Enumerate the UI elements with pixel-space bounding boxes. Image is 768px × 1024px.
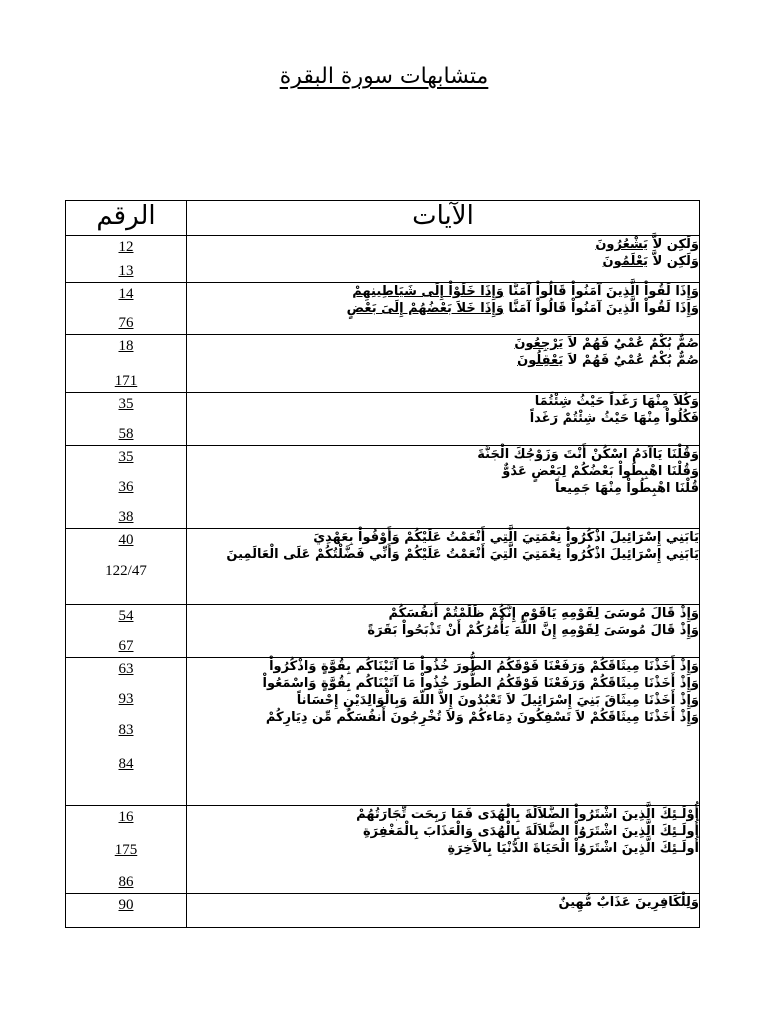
verse-line (187, 236, 699, 253)
verse-number: 58 (118, 426, 134, 442)
verse-numbers-cell (66, 806, 187, 894)
table-row (66, 605, 700, 658)
table-row (66, 806, 700, 894)
verse-number: 76 (118, 315, 134, 331)
verse-text: وَإِذَا لَقُواْ الَّذِينَ آمَنُواْ قَالُواْ آمَنَّا (503, 284, 699, 299)
table-row (66, 894, 700, 928)
table-row (66, 529, 700, 605)
verses-cell (187, 393, 700, 446)
verse-text: وَإِذْ أَخَذْنَا مِيثَاقَ بَنِيَ إِسْرَائِيلَ لاَ تَعْبُدُونَ إِلاَّ اللّهَ وَبِالْوَالِدَيْنِ إِحْسَاناً (296, 693, 699, 708)
verse-text: يَابَنِي إِسْرَائِيلَ اذْكُرُواْ نِعْمَتِيَ الَّتِي أَنْعَمْتُ عَلَيْكُمْ وَأَوْفُواْ بِعَهْدِيَ (313, 530, 699, 545)
verse-number: 40 (118, 532, 134, 548)
verse-difference-text: يَرْجِعُونَ (514, 336, 564, 351)
verse-line (187, 410, 699, 427)
verse-text: صُمٌّ بُكْمٌ عُمْيٌ فَهُمْ لاَ (563, 336, 699, 351)
table-body (66, 236, 700, 928)
verse-difference-text: وَإِذَا خَلَوْاْ إِلَى شَيَاطِينِهِمْ (352, 284, 504, 299)
verse-line (187, 709, 699, 726)
verse-number: 54 (118, 608, 134, 624)
verse-numbers-cell (66, 446, 187, 529)
verse-number: 122/47 (105, 563, 147, 579)
numbers-header: الرقم (66, 201, 187, 236)
table-row (66, 658, 700, 806)
verse-line (187, 463, 699, 480)
verse-number: 36 (118, 479, 134, 495)
verses-cell (187, 236, 700, 283)
verse-line (187, 658, 699, 675)
table-row (66, 393, 700, 446)
verse-number: 12 (118, 239, 134, 255)
verse-numbers-cell (66, 335, 187, 393)
verse-line (187, 529, 699, 546)
verse-number: 175 (114, 842, 138, 858)
verse-line (187, 335, 699, 352)
table-row (66, 283, 700, 335)
verses-cell (187, 806, 700, 894)
verse-difference-text: يَعْلَمُونَ (602, 254, 649, 269)
verse-line (187, 622, 699, 639)
verse-number: 93 (118, 691, 134, 707)
verse-number: 83 (118, 722, 134, 738)
header-row (66, 201, 700, 236)
verse-line (187, 605, 699, 622)
verse-line (187, 823, 699, 840)
verse-numbers-cell (66, 236, 187, 283)
verse-line (187, 840, 699, 857)
verse-difference-text: وَإِذَا خَلاَ بَعْضُهُمْ إِلَىَ بَعْضٍ (346, 301, 504, 316)
verse-numbers-cell (66, 658, 187, 806)
verse-numbers-cell (66, 605, 187, 658)
verse-line (187, 300, 699, 317)
verse-text: أُوْلَـئِكَ الَّذِينَ اشْتَرُواْ الضَّلاَلَةَ بِالْهُدَى فَمَا رَبِحَت تِّجَارَتُهُمْ (356, 807, 699, 822)
verses-header: الآيات (187, 201, 700, 236)
verse-line (187, 393, 699, 410)
verse-text: وَكُلاَ مِنْهَا رَغَداً حَيْثُ شِئْتُمَا (534, 394, 699, 409)
verses-cell (187, 446, 700, 529)
verses-cell (187, 605, 700, 658)
table-row (66, 335, 700, 393)
verse-numbers-cell (66, 894, 187, 928)
verse-number: 14 (118, 286, 134, 302)
verse-number: 35 (118, 396, 134, 412)
verse-number: 63 (118, 661, 134, 677)
verse-number: 35 (118, 449, 134, 465)
verse-line (187, 546, 699, 563)
verse-line (187, 480, 699, 497)
verses-cell (187, 335, 700, 393)
verse-number: 86 (118, 874, 134, 890)
verse-line (187, 675, 699, 692)
verse-number: 13 (118, 263, 134, 279)
verse-line (187, 446, 699, 463)
verse-number: 67 (118, 638, 134, 654)
verses-cell (187, 658, 700, 806)
verse-text: وَإِذْ أَخَذْنَا مِيثَاقَكُمْ وَرَفَعْنَا فَوْقَكُمُ الطُّورَ خُذُواْ مَا آتَيْنَاكُم بِقُوَّةٍ وَاذْكُرُواْ (269, 659, 699, 674)
verse-number: 84 (118, 756, 134, 772)
verse-line (187, 253, 699, 270)
verse-line (187, 806, 699, 823)
verse-number: 16 (118, 809, 134, 825)
verse-text: وَلِلْكَافِرِينَ عَذَابٌ مُّهِينٌ (558, 895, 699, 910)
document-title: متشابهات سورة البقرة (279, 64, 489, 89)
verse-text: وَإِذْ قَالَ مُوسَىَ لِقَوْمِهِ إِنَّ اللّهَ يَأْمُرُكُمْ أَنْ تَذْبَحُواْ بَقَرَةً (367, 623, 699, 638)
verses-cell (187, 894, 700, 928)
table-row (66, 446, 700, 529)
verse-text: فَكُلُواْ مِنْهَا حَيْثُ شِئْتُمْ رَغَداً (529, 411, 699, 426)
verses-cell (187, 529, 700, 605)
table-row (66, 236, 700, 283)
verses-table (65, 200, 700, 928)
verse-line (187, 692, 699, 709)
verse-numbers-cell (66, 283, 187, 335)
verse-text: وَإِذْ قَالَ مُوسَىَ لِقَوْمِهِ يَاقَوْمِ إِنَّكُمْ ظَلَمْتُمْ أَنفُسَكُمْ (388, 606, 699, 621)
verse-line (187, 894, 699, 911)
verse-number: 171 (114, 373, 138, 389)
verse-text: قُلْنَا اهْبِطُواْ مِنْهَا جَمِيعاً (554, 481, 699, 496)
verse-line (187, 283, 699, 300)
verse-numbers-cell (66, 529, 187, 605)
verse-number: 18 (118, 338, 134, 354)
verse-difference-text: يَعْقِلُونَ (517, 353, 564, 368)
verse-number: 38 (118, 509, 134, 525)
verse-difference-text: يَشْعُرُونَ (595, 237, 649, 252)
verse-text: صُمٌّ بُكْمٌ عُمْيٌ فَهُمْ لاَ (563, 353, 699, 368)
verse-text: وَلَكِن لاَّ (648, 237, 699, 252)
verse-text: وَإِذْ أَخَذْنَا مِيثَاقَكُمْ لاَ تَسْفِكُونَ دِمَاءكُمْ وَلاَ تُخْرِجُونَ أَنفُسَكُم مِّن دِيَارِكُمْ (265, 710, 699, 725)
verse-text: يَابَنِي إِسْرَائِيلَ اذْكُرُواْ نِعْمَتِيَ الَّتِيَ أَنْعَمْتُ عَلَيْكُمْ وَأَنِّي فَضَّلْتُكُمْ عَلَى الْعَالَمِينَ (226, 547, 699, 562)
verses-cell (187, 283, 700, 335)
verse-line (187, 352, 699, 369)
verse-text: أُولَـئِكَ الَّذِينَ اشْتَرَوُاْ الْحَيَاةَ الدُّنْيَا بِالآَخِرَةِ (447, 841, 699, 856)
verse-text: وَقُلْنَا يَاآدَمُ اسْكُنْ أَنْتَ وَزَوْجُكَ الْجَنَّةَ (477, 447, 699, 462)
verse-text: وَإِذْ أَخَذْنَا مِيثَاقَكُمْ وَرَفَعْنَا فَوْقَكُمُ الطُّورَ خُذُواْ مَا آتَيْنَاكُم بِقُوَّةٍ وَاسْمَعُواْ (262, 676, 699, 691)
verse-text: وَإِذَا لَقُواْ الَّذِينَ آمَنُواْ قَالُواْ آمَنَّا (503, 301, 699, 316)
verse-text: وَقُلْنَا اهْبِطُواْ بَعْضُكُمْ لِبَعْضٍ عَدُوٌّ (502, 464, 699, 479)
verse-number: 90 (118, 897, 134, 913)
verse-numbers-cell (66, 393, 187, 446)
verse-text: وَلَكِن لاَّ (648, 254, 699, 269)
verse-text: أُولَـئِكَ الَّذِينَ اشْتَرَوُاْ الضَّلاَلَةَ بِالْهُدَى وَالْعَذَابَ بِالْمَغْفِرَةِ (362, 824, 699, 839)
